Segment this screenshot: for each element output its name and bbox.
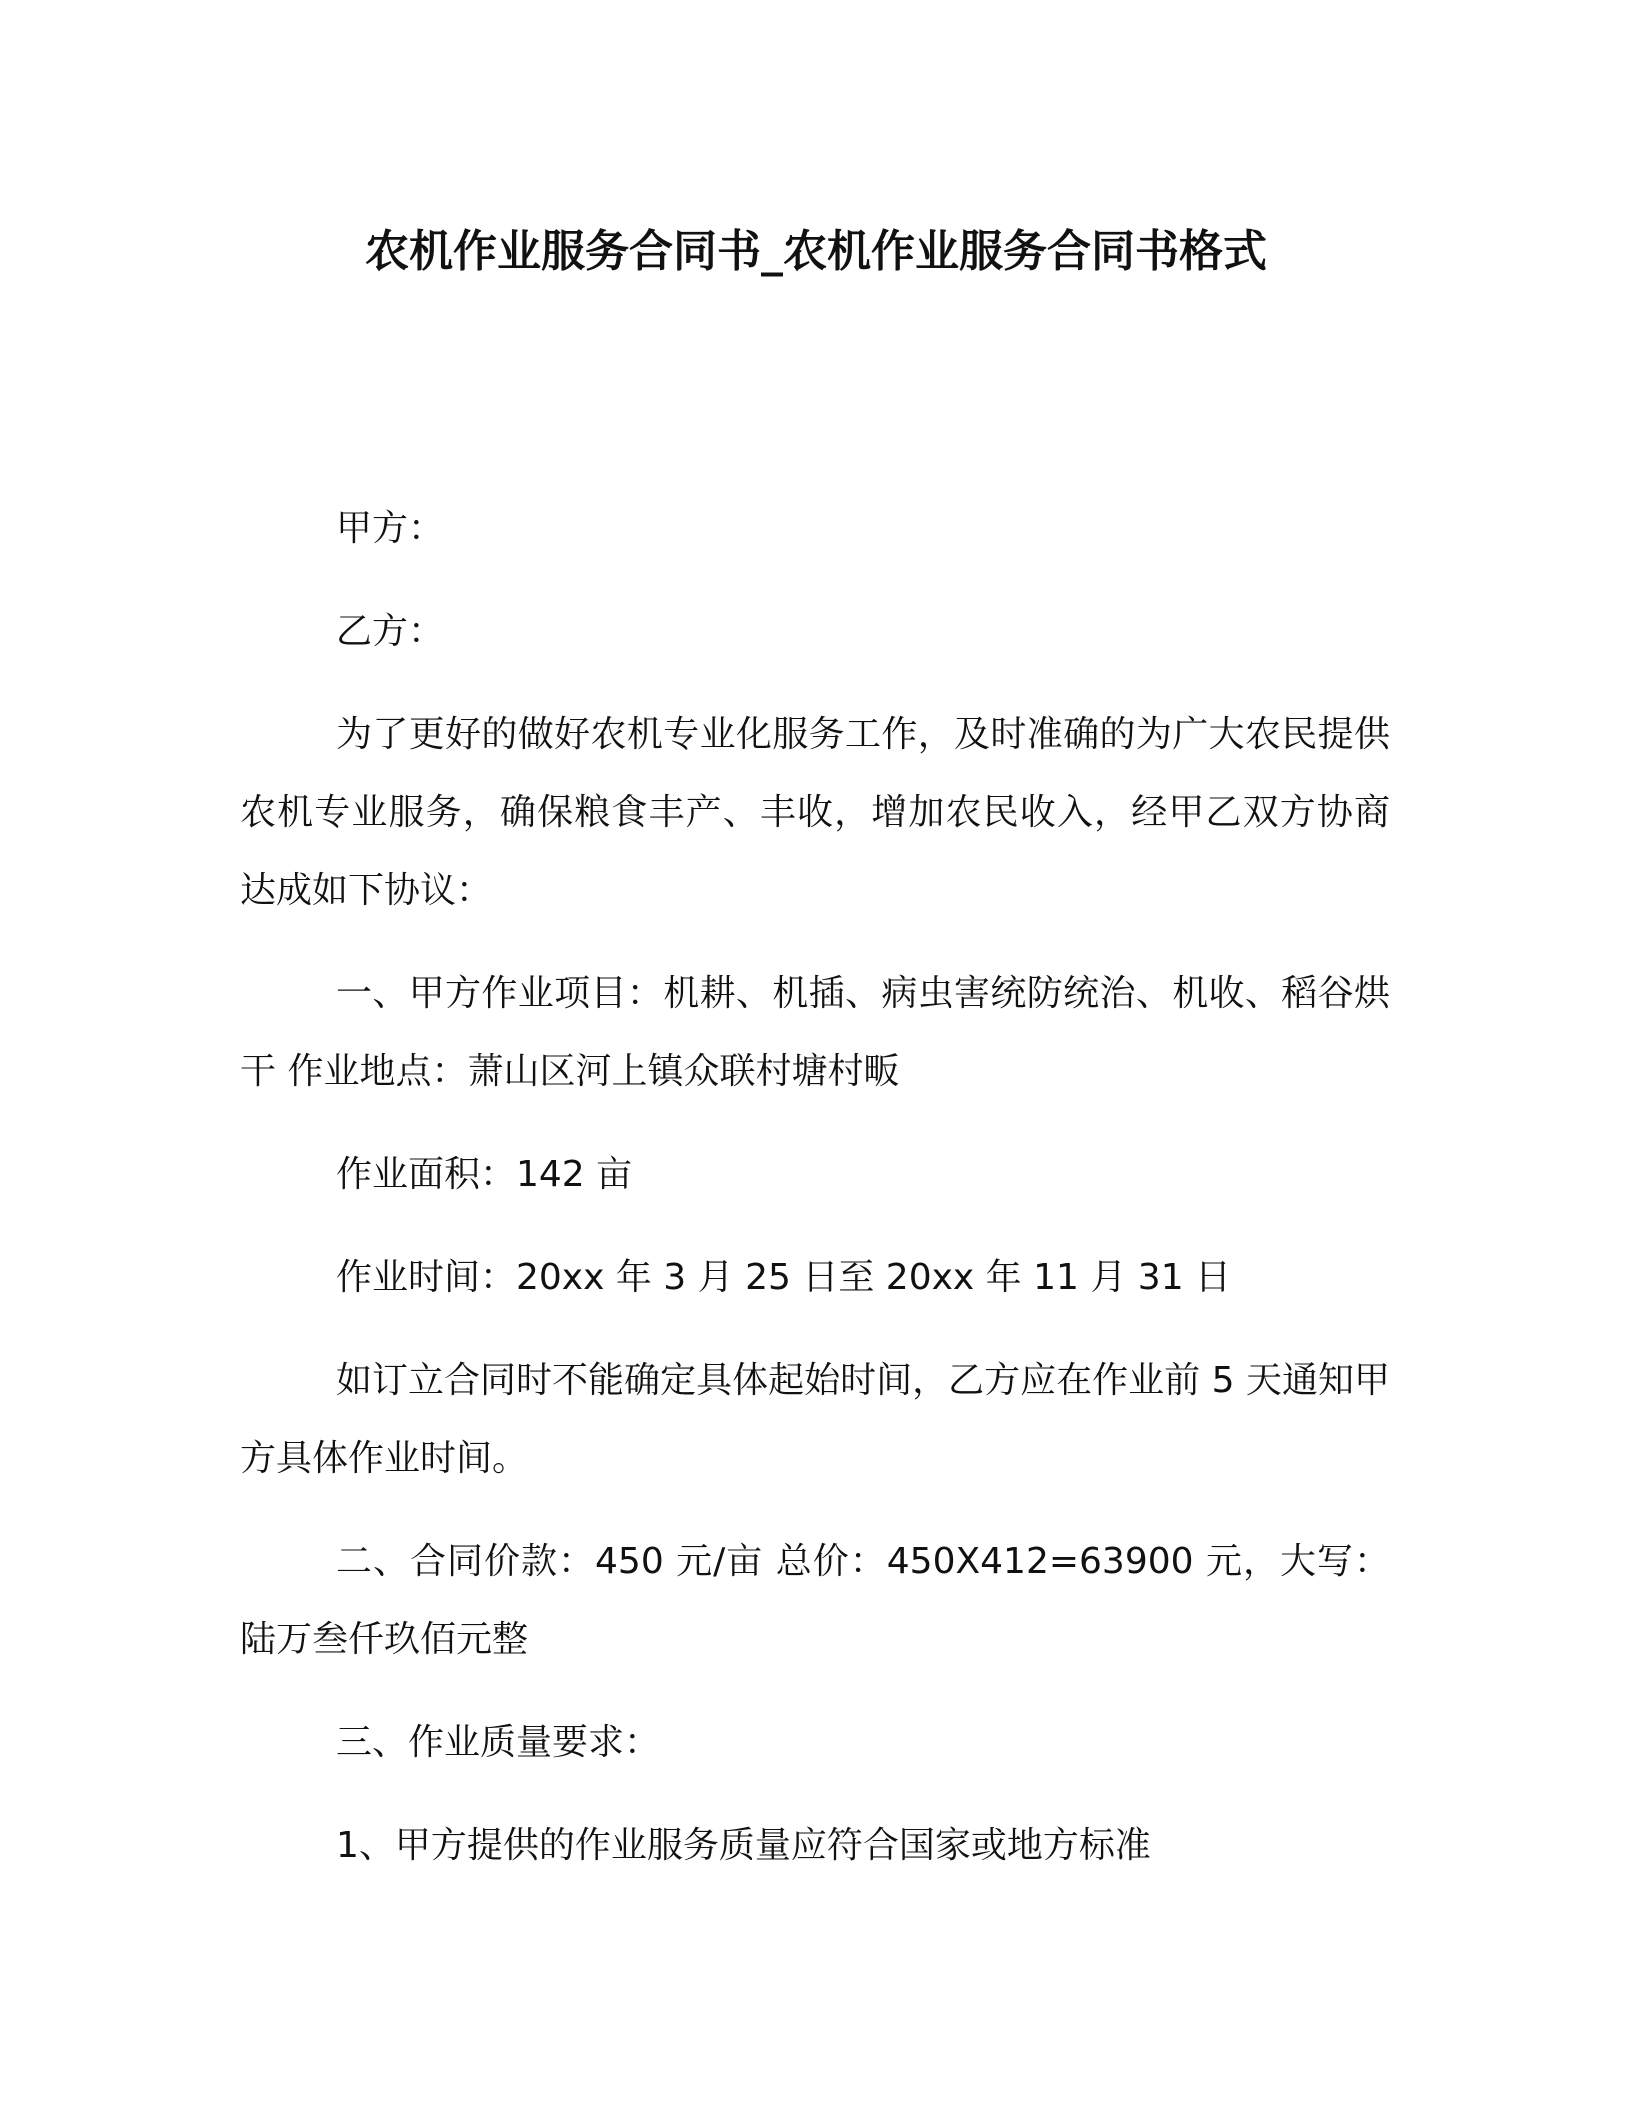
notice-paragraph: 如订立合同时不能确定具体起始时间，乙方应在作业前 5 天通知甲方具体作业时间。	[240, 1360, 1390, 1479]
clause-2-price: 二、合同价款：450 元/亩 总价：450X412=63900 元，大写：陆万叁仟玖佰元整	[240, 1541, 1390, 1660]
preamble-paragraph: 为了更好的做好农机专业化服务工作，及时准确的为广大农民提供农机专业服务，确保粮食丰产、丰收，增加农民收入，经甲乙双方协商达成如下协议：	[240, 714, 1390, 911]
clause-1-work-items: 一、甲方作业项目：机耕、机插、病虫害统防统治、机收、稻谷烘干 作业地点：萧山区河上镇众联村塘村畈	[240, 973, 1390, 1092]
clause-3-quality-heading: 三、作业质量要求：	[336, 1722, 661, 1763]
work-area-line: 作业面积：142 亩	[336, 1154, 633, 1195]
document-body	[240, 490, 1390, 1910]
document-title: 农机作业服务合同书_农机作业服务合同书格式	[365, 226, 1267, 277]
quality-item-1: 1、甲方提供的作业服务质量应符合国家或地方标准	[336, 1825, 1151, 1866]
party-a-line: 甲方：	[336, 508, 445, 549]
party-b-line: 乙方：	[336, 611, 445, 652]
work-period-line: 作业时间：20xx 年 3 月 25 日至 20xx 年 11 月 31 日	[336, 1257, 1232, 1298]
